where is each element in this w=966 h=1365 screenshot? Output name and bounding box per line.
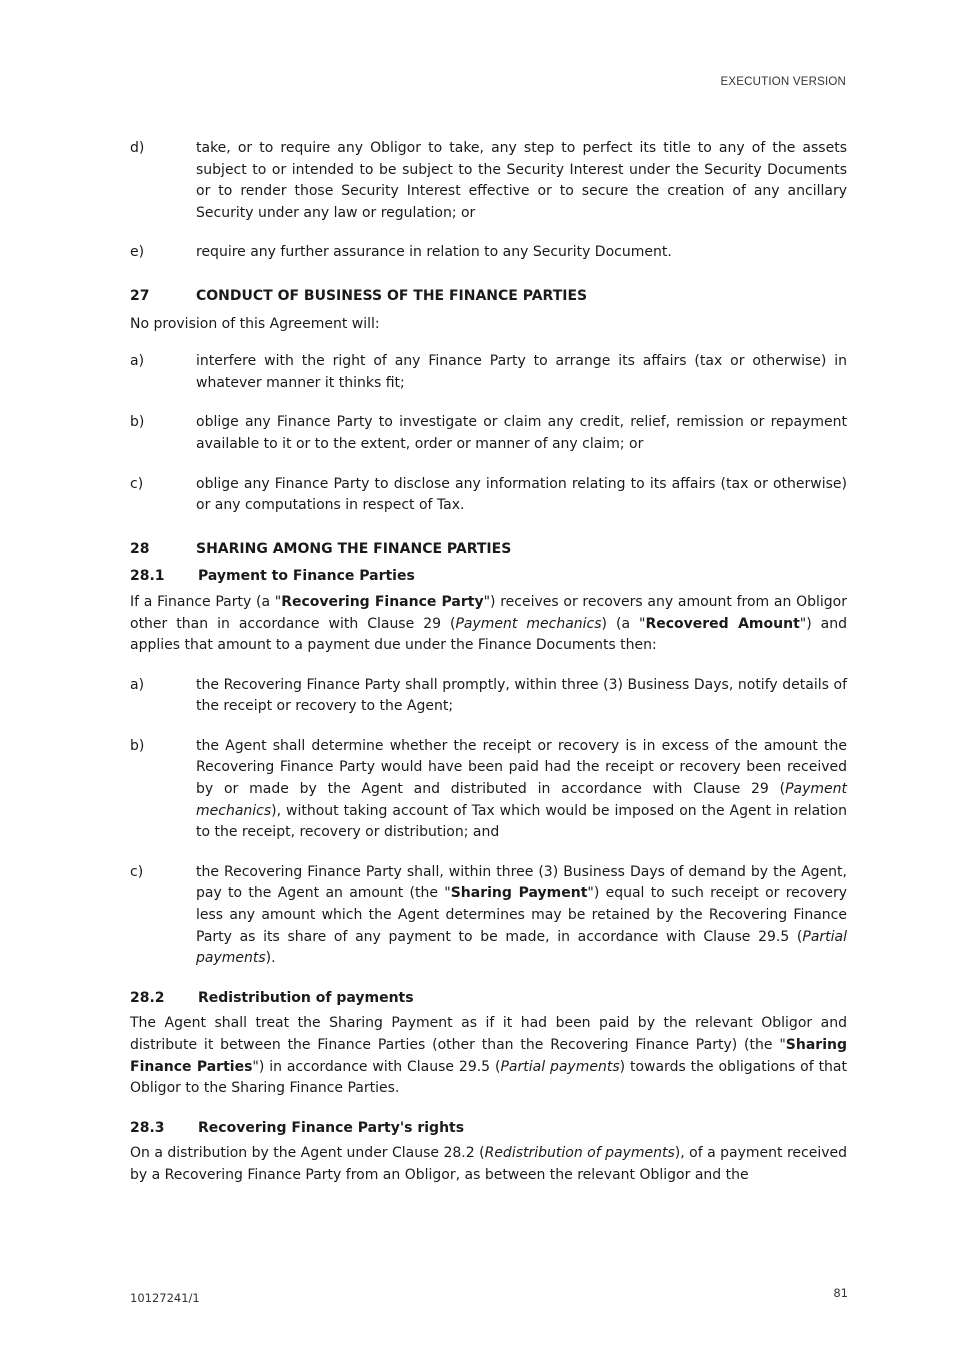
list-item-label: d): [130, 140, 145, 156]
text-run: The Agent shall treat the Sharing Payment as if it had been paid by the relevant Obligor and distribute it between the Finance Parties (other than the Recovering Finance Party) (the ": [130, 1015, 847, 1053]
list-item: [130, 862, 847, 970]
list-item-text: oblige any Finance Party to investigate or claim any credit, relief, remission or repayment available to it or to the extent, order or manner of any claim; or: [196, 414, 847, 452]
list-item-text: require any further assurance in relation to any Security Document.: [196, 244, 672, 261]
list-item-label: e): [130, 244, 145, 261]
text-run: ") receives or recovers any amount from an Obligor other than in accordance with Clause 29 (: [130, 593, 847, 632]
clause-28-2-paragraph: [130, 1013, 847, 1099]
list-item: [130, 474, 847, 517]
list-item-label: a): [130, 353, 145, 370]
document-body: [130, 138, 847, 1205]
list-item-text: [196, 738, 847, 840]
list-item: [130, 412, 847, 455]
document-id: 10127241/1: [130, 1291, 200, 1305]
clause-reference: Partial payments: [500, 1058, 620, 1075]
list-item: [130, 351, 847, 394]
list-item-label: c): [130, 475, 144, 492]
defined-term: Sharing Finance Parties: [130, 1037, 847, 1075]
subsection-heading-28-1: [130, 566, 847, 588]
defined-term: Sharing Payment: [450, 885, 588, 902]
text-run: ), without taking account of Tax which would be imposed on the Agent in relation to the receipt, recovery or distribution; and: [196, 802, 847, 841]
list-item-label: b): [130, 414, 145, 431]
defined-term: Recovered Amount: [645, 615, 800, 632]
text-run: ") in accordance with Clause 29.5 (: [252, 1058, 501, 1075]
clause-28-3-paragraph: [130, 1143, 847, 1186]
section-heading-27: [130, 286, 847, 308]
clause-reference: Payment mechanics: [196, 781, 847, 819]
section-intro: No provision of this Agreement will:: [130, 315, 380, 332]
text-run: the Recovering Finance Party shall, within three (3) Business Days of demand by the Agent, pay to the Agent an amount (the ": [196, 863, 847, 902]
subsection-title: Payment to Finance Parties: [198, 568, 415, 585]
text-run: On a distribution by the Agent under Clause 28.2 (: [130, 1145, 485, 1162]
list-item-label: c): [130, 863, 144, 880]
list-item: [130, 736, 847, 844]
execution-version-label: EXECUTION VERSION: [720, 76, 846, 88]
section-number: 28: [130, 540, 150, 557]
text-run: If a Finance Party (a ": [130, 593, 282, 610]
subsection-number: 28.2: [130, 989, 165, 1006]
list-item-label: b): [130, 737, 145, 754]
list-item-text: interfere with the right of any Finance Party to arrange its affairs (tax or otherwise) in whatever manner it thinks fit;: [196, 353, 847, 391]
list-item: [130, 138, 847, 224]
list-item-label: a): [130, 676, 145, 693]
page-number: 81: [833, 1286, 848, 1300]
text-run: the Agent shall determine whether the receipt or recovery is in excess of the amount the Recovering Finance Party would have been paid had the receipt or recovery been received by or made by the Agent and distributed in accordance with Clause 29 (: [196, 737, 847, 798]
text-run: ) (a ": [601, 615, 646, 632]
clause-reference: Payment mechanics: [455, 615, 602, 632]
text-run: ") and applies that amount to a payment due under the Finance Documents then:: [130, 615, 847, 654]
clause-reference: Redistribution of payments: [484, 1145, 675, 1162]
list-item-text: the Recovering Finance Party shall promptly, within three (3) Business Days, notify details of the receipt or recovery to the Agent;: [196, 676, 847, 715]
list-item: [130, 242, 847, 264]
list-item: [130, 675, 847, 718]
subsection-heading-28-2: [130, 988, 847, 1010]
clause-reference: Partial payments: [196, 928, 847, 967]
section-heading-28: [130, 539, 847, 561]
list-item-text: take, or to require any Obligor to take, any step to perfect its title to any of the assets subject to or intended to be subject to the Security Interest under the Security Documents or to render those Security Interest effective or to secure the creation of any ancillary Security under any law or regulation; or: [196, 140, 847, 221]
list-item-text: oblige any Finance Party to disclose any information relating to its affairs (tax or otherwise) or any computations in respect of Tax.: [196, 475, 847, 514]
clause-28-1-paragraph: [130, 592, 847, 657]
section-number: 27: [130, 287, 150, 304]
subsection-title: Recovering Finance Party's rights: [198, 1119, 465, 1136]
text-run: ") equal to such receipt or recovery less any amount which the Agent determines may be retained by the Recovering Finance Party as its share of any payment to be made, in accordance with Clause 29.5 (: [196, 885, 847, 945]
text-run: ), of a payment received by a Recovering Finance Party from an Obligor, as between the relevant Obligor and the: [130, 1145, 847, 1183]
defined-term: Recovering Finance Party: [281, 593, 484, 610]
text-run: ).: [265, 950, 276, 967]
subsection-heading-28-3: [130, 1118, 847, 1140]
subsection-number: 28.1: [130, 568, 165, 585]
subsection-title: Redistribution of payments: [198, 989, 414, 1006]
subsection-number: 28.3: [130, 1119, 165, 1136]
list-item-text: [196, 864, 847, 966]
text-run: ) towards the obligations of that Obligor to the Sharing Finance Parties.: [130, 1058, 847, 1097]
section-title: SHARING AMONG THE FINANCE PARTIES: [196, 540, 512, 557]
section-title: CONDUCT OF BUSINESS OF THE FINANCE PARTIES: [196, 287, 588, 304]
